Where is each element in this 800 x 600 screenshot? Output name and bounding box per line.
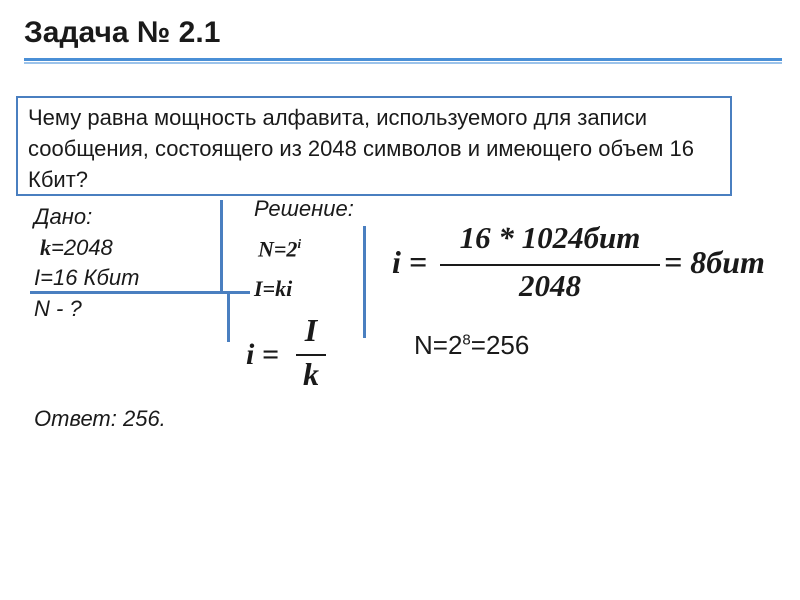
formula-i-numerator: I: [304, 312, 318, 348]
result-tail: =256: [470, 330, 530, 360]
formula-i-lhs: i =: [246, 338, 279, 371]
formula-n-power: [258, 236, 301, 262]
given-divider-lower: [227, 294, 230, 342]
formula-n-exp: i: [297, 236, 302, 251]
formula-i-fraction: [296, 312, 326, 396]
formula-i-denominator: k: [303, 356, 319, 392]
formula-n-base: N=2: [258, 236, 298, 262]
calc-fraction: [440, 220, 660, 308]
given-divider-vertical: [220, 200, 223, 294]
given-n: N - ?: [34, 296, 82, 321]
result-base: N=2: [414, 330, 463, 360]
given-k-var: k: [40, 235, 51, 260]
formula-i-ki: I=ki: [254, 276, 293, 301]
solution-divider: [363, 226, 366, 338]
page-title: Задача № 2.1: [24, 16, 221, 49]
calc-lhs: i =: [392, 244, 428, 280]
answer: Ответ: 256.: [34, 406, 166, 431]
calc-rhs: = 8бит: [664, 244, 765, 280]
solution-label: Решение:: [254, 196, 354, 221]
calc-denominator: 2048: [519, 268, 581, 303]
task-box: [16, 96, 732, 196]
given-k: [40, 235, 113, 261]
title-divider: [24, 58, 782, 64]
given-i: I=16 Кбит: [34, 265, 140, 290]
result-exp: 8: [462, 331, 471, 349]
given-divider-horizontal: [30, 291, 250, 294]
calc-fraction-bar: [440, 264, 660, 266]
given-k-value: =2048: [51, 235, 113, 260]
calc-numerator: 16 * 1024бит: [459, 220, 641, 255]
task-text: Чему равна мощность алфавита, используемого для записи сообщения, состоящего из 2048 символов и имеющего объем 16 Кбит?: [28, 105, 695, 192]
given-label: Дано:: [34, 204, 93, 229]
result-formula: [414, 330, 529, 361]
